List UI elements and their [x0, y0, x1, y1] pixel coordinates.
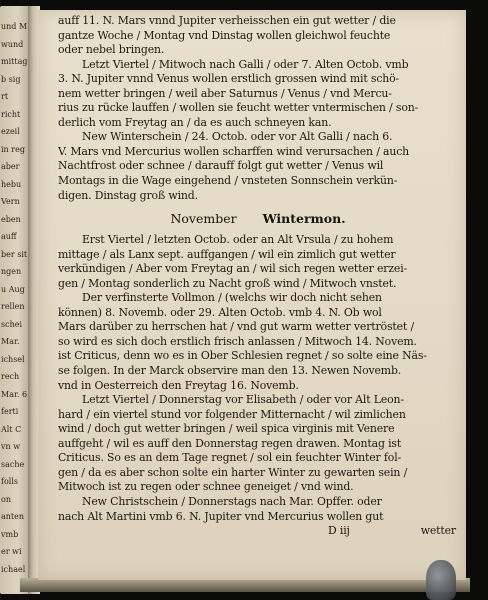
text-line: New Christschein / Donnerstags nach Mar. Opffer. oder [82, 494, 382, 508]
left-page-fragment: folls [1, 477, 18, 486]
left-page-fragment: anten [1, 512, 25, 521]
text-line: 3. N. Jupiter vnnd Venus wollen erstlich grossen wind mit schö- [58, 72, 400, 86]
text-line: oder nebel bringen. [58, 43, 165, 57]
left-page-fragment: aber [1, 162, 20, 171]
text-line: Nachtfrost oder schnee / darauff folgt gut wetter / Venus wil [58, 159, 384, 173]
left-page-edge [0, 6, 30, 594]
text-line: nach Alt Martini vmb 6. N. Jupiter vnd Mercurius wollen gut [58, 509, 384, 523]
month-heading-german: Wintermon. [262, 211, 346, 227]
left-page-fragment: ber sit [1, 249, 28, 259]
text-line: hard / ein viertel stund vor folgender Mitternacht / wil zimlichen [58, 407, 406, 421]
month-heading [58, 207, 458, 231]
left-page-fragment: in reg [1, 144, 25, 154]
left-page-fragment: Vern [1, 197, 20, 206]
text-line: Der verfinsterte Vollmon / (welchs wir doch nicht sehen [82, 291, 382, 305]
text-line: New Winterschein / 24. Octob. oder vor Alt Galli / nach 6. [82, 130, 393, 144]
left-page-fragment: on [1, 494, 11, 504]
thumb-holding-page [426, 560, 456, 600]
left-page-fragment: eben [1, 214, 21, 224]
left-page-fragment: hebu [1, 179, 22, 189]
left-page-fragment: und M [1, 22, 28, 31]
left-page-fragment: schei [1, 319, 23, 329]
text-line: Mitwoch ist zu regen oder schnee geneiget / vnd wind. [58, 480, 354, 494]
text-line: derlich vom Freytag an / da es auch schneyen kan. [58, 115, 332, 129]
left-page-fragment: ichael [1, 564, 26, 574]
left-page-fragment: vmb [1, 529, 19, 539]
left-page-fragment: richt [1, 109, 21, 119]
left-page-fragment: mittag [1, 57, 28, 66]
page-footer-line [58, 524, 458, 539]
left-page-fragment: sache [1, 459, 25, 469]
left-page-fragment: rt [1, 92, 9, 101]
text-line: mittage / als Lanx sept. auffgangen / wil ein zimlich gut wetter [58, 247, 396, 261]
text-line: auff 11. N. Mars vnnd Jupiter verheisschen ein gut wetter / die [58, 14, 396, 27]
text-line: vnd in Oesterreich den Freytag 16. Novemb. [58, 378, 299, 392]
left-page-fragment: auff [1, 232, 17, 241]
text-line: Letzt Viertel / Mitwoch nach Galli / oder 7. Alten Octob. vmb [82, 57, 409, 71]
left-page-fragment: Alt C [1, 424, 22, 434]
left-page-fragment: Mar. 6 [1, 389, 28, 399]
page-text [58, 14, 458, 539]
signature-mark: D iij [328, 524, 350, 538]
left-page-fragment: ezeil [1, 127, 20, 136]
left-page-fragment: vn w [1, 442, 21, 451]
left-page-fragment: rech [1, 372, 20, 381]
text-line: verkündigen / Aber vom Freytag an / wil sich regen wetter erzei- [58, 262, 408, 276]
left-page-fragment: rellen [1, 302, 25, 311]
left-page-fragment: u Aug [1, 284, 25, 294]
left-page-fragment: ichsel [1, 354, 25, 364]
left-page-fragment: wund [1, 39, 24, 49]
left-page-fragment: er wi [1, 547, 22, 556]
catchword: wetter [420, 524, 456, 538]
text-line: Mars darüber zu herrschen hat / vnd gut warm wetter vertröstet / [58, 320, 414, 334]
text-line: wind / doch gut wetter bringen / weil spica virginis mit Venere [58, 422, 395, 436]
text-line: Criticus. So es an dem Tage regnet / sol ein feuchter Winter fol- [58, 451, 402, 465]
text-line: digen. Dinstag groß wind. [58, 188, 198, 202]
text-line: gantze Woche / Montag vnd Dinstag wollen gleichwol feuchte [58, 28, 391, 42]
text-line: Letzt Viertel / Donnerstag vor Elisabeth / oder vor Alt Leon- [82, 393, 404, 407]
left-page-fragment: ngen [1, 267, 22, 276]
text-line: gen / da es aber schon solte ein harter Winter zu gewarten sein / [58, 465, 408, 479]
text-line: se folgen. In der Marck observire man den 13. Newen Novemb. [58, 364, 402, 378]
text-line: Montags in die Wage eingehend / vnsteten Sonnschein verkün- [58, 174, 398, 188]
left-page-fragment: b sig [1, 74, 21, 84]
text-line: können) 8. Novemb. oder 29. Alten Octob. vmb 4. N. Ob wol [58, 305, 382, 319]
book-page [38, 10, 466, 580]
text-line: gen / Montag sonderlich zu Nacht groß wind / Mitwoch vnstet. [58, 276, 397, 290]
left-page-fragment: Mar. [1, 337, 20, 346]
text-line: auffgeht / wil es auff den Donnerstag regen drawen. Montag ist [58, 436, 402, 450]
text-line: so wird es sich doch erstlich frisch anlassen / Mitwoch 14. Novem. [58, 334, 417, 348]
text-line: V. Mars vnd Mercurius wollen scharffen wind verursachen / auch [58, 144, 410, 158]
text-line: Erst Viertel / letzten Octob. oder an Alt Vrsula / zu hohem [82, 233, 394, 247]
page-bottom-edge [20, 578, 470, 592]
text-line: nem wetter bringen / weil aber Saturnus / Venus / vnd Mercu- [58, 86, 392, 100]
month-heading-latin: November [170, 211, 237, 227]
text-line: rius zu rücke lauffen / wollen sie feucht wetter vntermischen / son- [58, 101, 419, 115]
text-line: ist Criticus, denn wo es in Ober Schlesien regnet / so solte eine Näs- [58, 349, 427, 363]
left-page-fragment: ferti [1, 407, 19, 416]
